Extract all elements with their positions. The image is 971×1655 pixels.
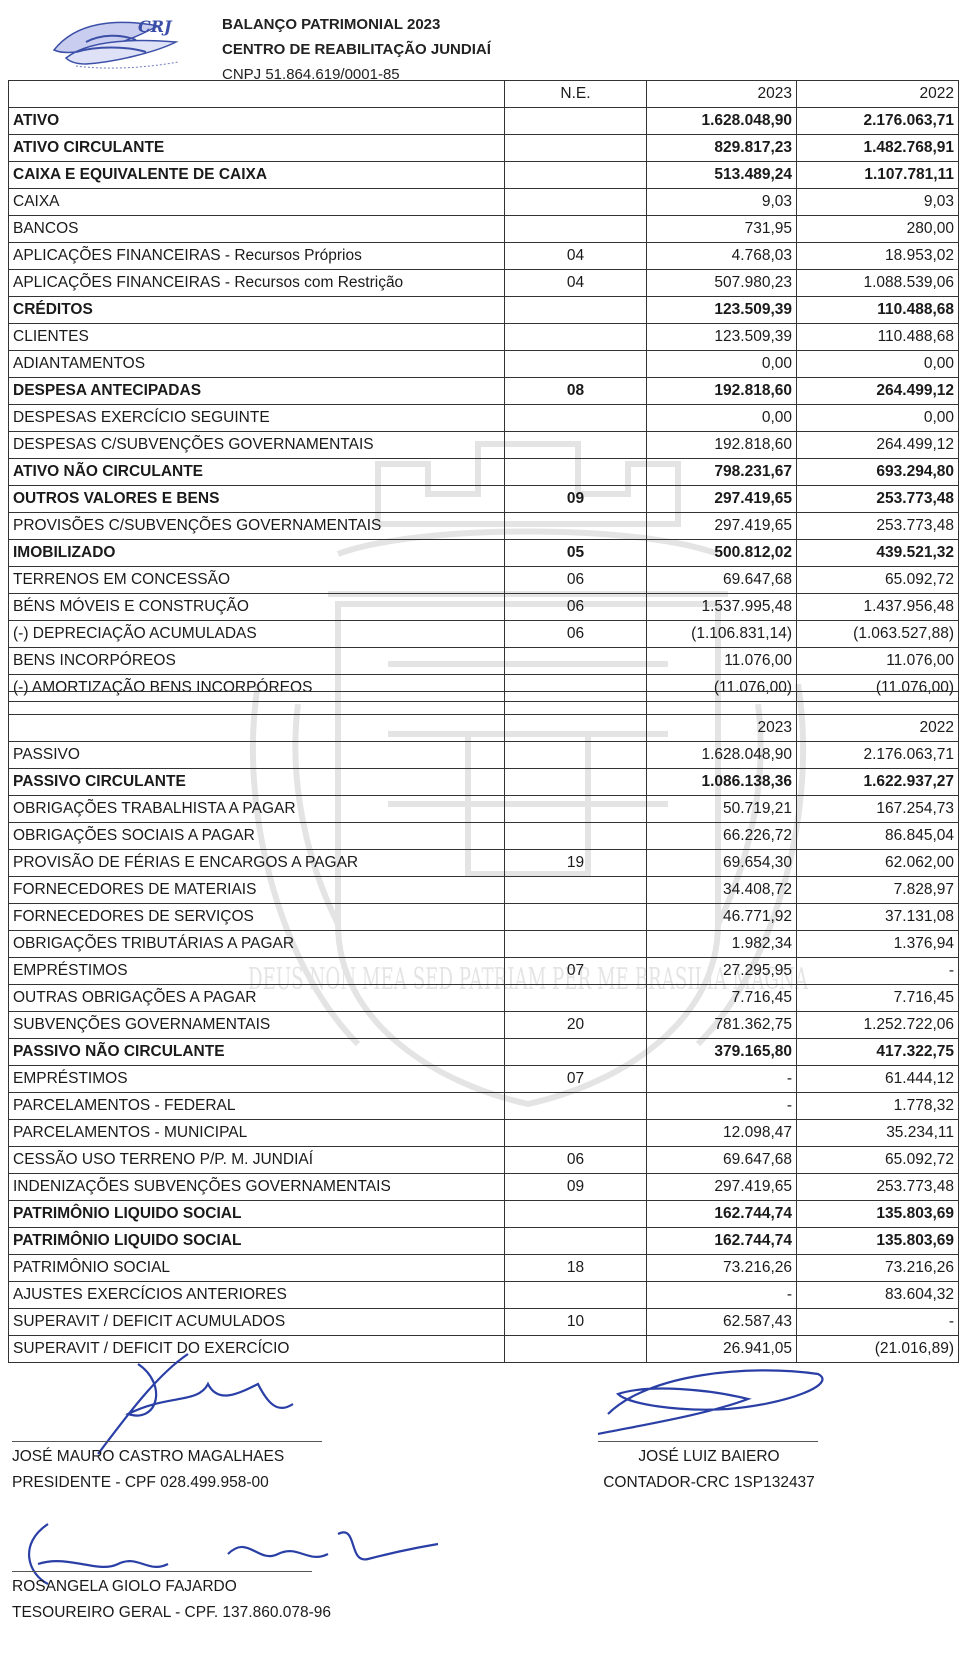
row-value-2022: 62.062,00 — [797, 850, 959, 877]
row-value-2022: 439.521,32 — [797, 540, 959, 567]
table-row — [9, 823, 959, 850]
row-value-2022: 1.252.722,06 — [797, 1012, 959, 1039]
row-note — [505, 1093, 647, 1120]
row-value-2022: 7.828,97 — [797, 877, 959, 904]
row-value-2022: 61.444,12 — [797, 1066, 959, 1093]
table-row — [9, 985, 959, 1012]
passivo-header-row — [9, 715, 959, 742]
row-value-2023: - — [647, 1093, 797, 1120]
row-label: INDENIZAÇÕES SUBVENÇÕES GOVERNAMENTAIS — [9, 1174, 505, 1201]
row-value-2023: 26.941,05 — [647, 1336, 797, 1363]
row-label: (-) DEPRECIAÇÃO ACUMULADAS — [9, 621, 505, 648]
row-note: 06 — [505, 621, 647, 648]
row-note — [505, 432, 647, 459]
table-row — [9, 1282, 959, 1309]
row-label: FORNECEDORES DE SERVIÇOS — [9, 904, 505, 931]
col-header-label — [9, 715, 505, 742]
row-note: 06 — [505, 1147, 647, 1174]
row-note: 06 — [505, 567, 647, 594]
row-value-2023: 1.537.995,48 — [647, 594, 797, 621]
row-value-2022: 253.773,48 — [797, 1174, 959, 1201]
row-value-2023: 1.628.048,90 — [647, 742, 797, 769]
table-row — [9, 796, 959, 823]
row-value-2023: 123.509,39 — [647, 324, 797, 351]
row-note — [505, 985, 647, 1012]
row-note — [505, 769, 647, 796]
row-label: SUPERAVIT / DEFICIT ACUMULADOS — [9, 1309, 505, 1336]
row-label: DESPESAS C/SUBVENÇÕES GOVERNAMENTAIS — [9, 432, 505, 459]
ativo-table — [8, 80, 959, 702]
row-note — [505, 324, 647, 351]
table-row — [9, 540, 959, 567]
row-value-2022: 1.482.768,91 — [797, 135, 959, 162]
row-value-2022: 37.131,08 — [797, 904, 959, 931]
row-note — [505, 162, 647, 189]
row-note — [505, 648, 647, 675]
row-label: APLICAÇÕES FINANCEIRAS - Recursos Próprios — [9, 243, 505, 270]
row-value-2022: 0,00 — [797, 405, 959, 432]
table-row — [9, 648, 959, 675]
row-value-2022: 253.773,48 — [797, 513, 959, 540]
row-value-2023: 798.231,67 — [647, 459, 797, 486]
document-header — [8, 4, 958, 83]
row-value-2023: 162.744,74 — [647, 1201, 797, 1228]
row-note: 19 — [505, 850, 647, 877]
row-label: OUTRAS OBRIGAÇÕES A PAGAR — [9, 985, 505, 1012]
row-value-2022: 135.803,69 — [797, 1228, 959, 1255]
col-header-ne — [505, 715, 647, 742]
row-value-2022: 1.437.956,48 — [797, 594, 959, 621]
row-value-2023: 66.226,72 — [647, 823, 797, 850]
row-label: PASSIVO NÃO CIRCULANTE — [9, 1039, 505, 1066]
table-row — [9, 324, 959, 351]
row-label: CRÉDITOS — [9, 297, 505, 324]
row-label: PASSIVO CIRCULANTE — [9, 769, 505, 796]
row-value-2023: 513.489,24 — [647, 162, 797, 189]
row-value-2022: 1.622.937,27 — [797, 769, 959, 796]
row-value-2023: 69.654,30 — [647, 850, 797, 877]
table-row — [9, 1255, 959, 1282]
row-note: 08 — [505, 378, 647, 405]
row-label: PARCELAMENTOS - MUNICIPAL — [9, 1120, 505, 1147]
document-page — [8, 4, 958, 1644]
row-label: BANCOS — [9, 216, 505, 243]
entity-cnpj: CNPJ 51.864.619/0001-85 — [222, 66, 400, 83]
row-value-2023: 162.744,74 — [647, 1228, 797, 1255]
row-label: SUBVENÇÕES GOVERNAMENTAIS — [9, 1012, 505, 1039]
table-row — [9, 958, 959, 985]
row-note: 07 — [505, 958, 647, 985]
row-note: 20 — [505, 1012, 647, 1039]
table-row — [9, 1201, 959, 1228]
row-value-2023: - — [647, 1066, 797, 1093]
row-value-2023: 9,03 — [647, 189, 797, 216]
row-value-2022: 110.488,68 — [797, 324, 959, 351]
table-row — [9, 297, 959, 324]
row-value-2023: 73.216,26 — [647, 1255, 797, 1282]
svg-text:CRJ: CRJ — [138, 17, 172, 36]
row-value-2023: 1.086.138,36 — [647, 769, 797, 796]
document-title: BALANÇO PATRIMONIAL 2023 — [222, 16, 441, 33]
row-value-2023: (11.076,00) — [647, 675, 797, 702]
table-row — [9, 1093, 959, 1120]
row-value-2022: 167.254,73 — [797, 796, 959, 823]
row-value-2023: 1.628.048,90 — [647, 108, 797, 135]
watermark-motto: DEUS NON MEA SED PATRIAM PER ME BRASILIA MAGNA — [248, 962, 809, 997]
row-value-2023: 192.818,60 — [647, 378, 797, 405]
row-value-2022: 1.088.539,06 — [797, 270, 959, 297]
president-name: JOSÉ MAURO CASTRO MAGALHAES — [12, 1448, 285, 1465]
row-value-2022: (11.076,00) — [797, 675, 959, 702]
row-value-2022: 7.716,45 — [797, 985, 959, 1012]
row-note — [505, 931, 647, 958]
row-label: ATIVO NÃO CIRCULANTE — [9, 459, 505, 486]
row-label: CESSÃO USO TERRENO P/P. M. JUNDIAÍ — [9, 1147, 505, 1174]
row-value-2022: 1.376,94 — [797, 931, 959, 958]
row-value-2022: 0,00 — [797, 351, 959, 378]
row-label: PATRIMÔNIO LIQUIDO SOCIAL — [9, 1228, 505, 1255]
header-text — [222, 12, 491, 87]
table-row — [9, 742, 959, 769]
row-note: 04 — [505, 243, 647, 270]
ativo-header-row — [9, 81, 959, 108]
row-label: PARCELAMENTOS - FEDERAL — [9, 1093, 505, 1120]
table-row — [9, 931, 959, 958]
row-label: PATRIMÔNIO LIQUIDO SOCIAL — [9, 1201, 505, 1228]
crj-logo — [46, 12, 196, 72]
table-row — [9, 108, 959, 135]
row-note — [505, 1120, 647, 1147]
row-note — [505, 405, 647, 432]
table-row — [9, 1120, 959, 1147]
table-row — [9, 1039, 959, 1066]
row-value-2022: 65.092,72 — [797, 1147, 959, 1174]
row-value-2023: 0,00 — [647, 405, 797, 432]
row-label: CAIXA E EQUIVALENTE DE CAIXA — [9, 162, 505, 189]
row-note — [505, 135, 647, 162]
treasurer-role: TESOUREIRO GERAL - CPF. 137.860.078-96 — [12, 1604, 332, 1621]
accountant-role: CONTADOR-CRC 1SP132437 — [603, 1474, 815, 1491]
row-value-2023: 192.818,60 — [647, 432, 797, 459]
row-note — [505, 108, 647, 135]
row-label: DESPESA ANTECIPADAS — [9, 378, 505, 405]
table-row — [9, 1147, 959, 1174]
col-header-2023: 2023 — [647, 81, 797, 108]
row-value-2022: 135.803,69 — [797, 1201, 959, 1228]
row-label: CLIENTES — [9, 324, 505, 351]
table-row — [9, 513, 959, 540]
row-value-2023: 69.647,68 — [647, 1147, 797, 1174]
table-row — [9, 189, 959, 216]
row-value-2022: 9,03 — [797, 189, 959, 216]
row-value-2023: 46.771,92 — [647, 904, 797, 931]
row-value-2023: 731,95 — [647, 216, 797, 243]
row-value-2023: 69.647,68 — [647, 567, 797, 594]
row-note: 04 — [505, 270, 647, 297]
accountant-signature — [588, 1354, 848, 1444]
treasurer-signature-line — [12, 1571, 312, 1572]
president-signature-line — [12, 1441, 322, 1442]
row-label: PASSIVO — [9, 742, 505, 769]
table-row — [9, 877, 959, 904]
row-note — [505, 1228, 647, 1255]
table-row — [9, 135, 959, 162]
row-label: APLICAÇÕES FINANCEIRAS - Recursos com Restrição — [9, 270, 505, 297]
table-row — [9, 1174, 959, 1201]
table-row — [9, 1336, 959, 1363]
row-label: EMPRÉSTIMOS — [9, 958, 505, 985]
table-row — [9, 567, 959, 594]
row-label: BENS INCORPÓREOS — [9, 648, 505, 675]
row-note — [505, 1039, 647, 1066]
table-row — [9, 594, 959, 621]
row-label: TERRENOS EM CONCESSÃO — [9, 567, 505, 594]
row-label: OUTROS VALORES E BENS — [9, 486, 505, 513]
row-value-2022: 35.234,11 — [797, 1120, 959, 1147]
accountant-signature-line — [598, 1441, 818, 1442]
accountant-block — [574, 1444, 844, 1496]
row-note — [505, 1201, 647, 1228]
row-label: PATRIMÔNIO SOCIAL — [9, 1255, 505, 1282]
col-header-ne: N.E. — [505, 81, 647, 108]
treasurer-block — [12, 1574, 331, 1626]
table-row — [9, 1012, 959, 1039]
row-value-2022: (21.016,89) — [797, 1336, 959, 1363]
row-value-2022: 280,00 — [797, 216, 959, 243]
row-label: FORNECEDORES DE MATERIAIS — [9, 877, 505, 904]
row-value-2022: 417.322,75 — [797, 1039, 959, 1066]
row-value-2023: 50.719,21 — [647, 796, 797, 823]
row-value-2022: - — [797, 958, 959, 985]
president-role: PRESIDENTE - CPF 028.499.958-00 — [12, 1474, 269, 1491]
table-row — [9, 850, 959, 877]
row-label: PROVISÕES C/SUBVENÇÕES GOVERNAMENTAIS — [9, 513, 505, 540]
entity-name: CENTRO DE REABILITAÇÃO JUNDIAÍ — [222, 41, 491, 58]
row-value-2023: 7.716,45 — [647, 985, 797, 1012]
row-note — [505, 1336, 647, 1363]
row-value-2023: 0,00 — [647, 351, 797, 378]
row-value-2022: 83.604,32 — [797, 1282, 959, 1309]
row-value-2023: (1.106.831,14) — [647, 621, 797, 648]
table-row — [9, 216, 959, 243]
table-row — [9, 1228, 959, 1255]
row-label: OBRIGAÇÕES TRABALHISTA A PAGAR — [9, 796, 505, 823]
row-note: 09 — [505, 1174, 647, 1201]
row-note — [505, 1282, 647, 1309]
row-note: 05 — [505, 540, 647, 567]
row-value-2023: 379.165,80 — [647, 1039, 797, 1066]
row-note — [505, 297, 647, 324]
row-label: ATIVO — [9, 108, 505, 135]
row-value-2022: 110.488,68 — [797, 297, 959, 324]
row-value-2022: 2.176.063,71 — [797, 108, 959, 135]
row-value-2022: 11.076,00 — [797, 648, 959, 675]
row-label: BÉNS MÓVEIS E CONSTRUÇÃO — [9, 594, 505, 621]
row-value-2023: 781.362,75 — [647, 1012, 797, 1039]
spacer-row — [9, 692, 959, 715]
table-row — [9, 486, 959, 513]
row-note — [505, 351, 647, 378]
table-row — [9, 243, 959, 270]
row-value-2023: 34.408,72 — [647, 877, 797, 904]
row-note — [505, 513, 647, 540]
row-value-2022: 2.176.063,71 — [797, 742, 959, 769]
row-label: SUPERAVIT / DEFICIT DO EXERCÍCIO — [9, 1336, 505, 1363]
row-value-2023: 12.098,47 — [647, 1120, 797, 1147]
row-value-2022: 65.092,72 — [797, 567, 959, 594]
table-row — [9, 162, 959, 189]
row-value-2023: 11.076,00 — [647, 648, 797, 675]
row-value-2022: 264.499,12 — [797, 432, 959, 459]
row-label: EMPRÉSTIMOS — [9, 1066, 505, 1093]
row-note — [505, 742, 647, 769]
col-header-2022: 2022 — [797, 81, 959, 108]
row-note — [505, 904, 647, 931]
table-row — [9, 405, 959, 432]
row-value-2023: 1.982,34 — [647, 931, 797, 958]
row-label: ADIANTAMENTOS — [9, 351, 505, 378]
row-value-2023: 297.419,65 — [647, 486, 797, 513]
table-row — [9, 351, 959, 378]
row-value-2022: - — [797, 1309, 959, 1336]
row-value-2023: 62.587,43 — [647, 1309, 797, 1336]
row-label: IMOBILIZADO — [9, 540, 505, 567]
row-label: CAIXA — [9, 189, 505, 216]
row-label: PROVISÃO DE FÉRIAS E ENCARGOS A PAGAR — [9, 850, 505, 877]
row-value-2023: 507.980,23 — [647, 270, 797, 297]
table-row — [9, 378, 959, 405]
row-label: OBRIGAÇÕES TRIBUTÁRIAS A PAGAR — [9, 931, 505, 958]
row-value-2023: 297.419,65 — [647, 1174, 797, 1201]
treasurer-name: ROSANGELA GIOLO FAJARDO — [12, 1578, 237, 1595]
table-row — [9, 621, 959, 648]
row-note: 10 — [505, 1309, 647, 1336]
row-note: 07 — [505, 1066, 647, 1093]
row-value-2022: 693.294,80 — [797, 459, 959, 486]
col-header-label — [9, 81, 505, 108]
row-value-2023: 123.509,39 — [647, 297, 797, 324]
row-value-2023: - — [647, 1282, 797, 1309]
row-note — [505, 189, 647, 216]
row-value-2022: 1.778,32 — [797, 1093, 959, 1120]
row-note: 09 — [505, 486, 647, 513]
row-note — [505, 459, 647, 486]
row-note: 06 — [505, 594, 647, 621]
row-value-2022: 1.107.781,11 — [797, 162, 959, 189]
row-value-2022: 73.216,26 — [797, 1255, 959, 1282]
row-label: ATIVO CIRCULANTE — [9, 135, 505, 162]
row-value-2022: 253.773,48 — [797, 486, 959, 513]
col-header-2023: 2023 — [647, 715, 797, 742]
table-row — [9, 432, 959, 459]
row-note — [505, 796, 647, 823]
president-block — [12, 1444, 284, 1496]
passivo-table — [8, 691, 959, 1363]
row-value-2023: 4.768,03 — [647, 243, 797, 270]
row-label: OBRIGAÇÕES SOCIAIS A PAGAR — [9, 823, 505, 850]
table-row — [9, 1309, 959, 1336]
row-note — [505, 823, 647, 850]
row-value-2023: 297.419,65 — [647, 513, 797, 540]
row-value-2023: 829.817,23 — [647, 135, 797, 162]
row-value-2022: 18.953,02 — [797, 243, 959, 270]
row-note — [505, 216, 647, 243]
row-label: DESPESAS EXERCÍCIO SEGUINTE — [9, 405, 505, 432]
table-row — [9, 459, 959, 486]
row-note: 18 — [505, 1255, 647, 1282]
row-value-2022: 264.499,12 — [797, 378, 959, 405]
row-value-2023: 27.295,95 — [647, 958, 797, 985]
row-value-2023: 500.812,02 — [647, 540, 797, 567]
table-row — [9, 769, 959, 796]
row-value-2022: (1.063.527,88) — [797, 621, 959, 648]
col-header-2022: 2022 — [797, 715, 959, 742]
row-label: (-) AMORTIZAÇÃO BENS INCORPÓREOS — [9, 675, 505, 702]
table-row — [9, 904, 959, 931]
table-row — [9, 1066, 959, 1093]
row-label: AJUSTES EXERCÍCIOS ANTERIORES — [9, 1282, 505, 1309]
row-note — [505, 877, 647, 904]
table-row — [9, 270, 959, 297]
row-value-2022: 86.845,04 — [797, 823, 959, 850]
accountant-name: JOSÉ LUIZ BAIERO — [638, 1448, 780, 1465]
